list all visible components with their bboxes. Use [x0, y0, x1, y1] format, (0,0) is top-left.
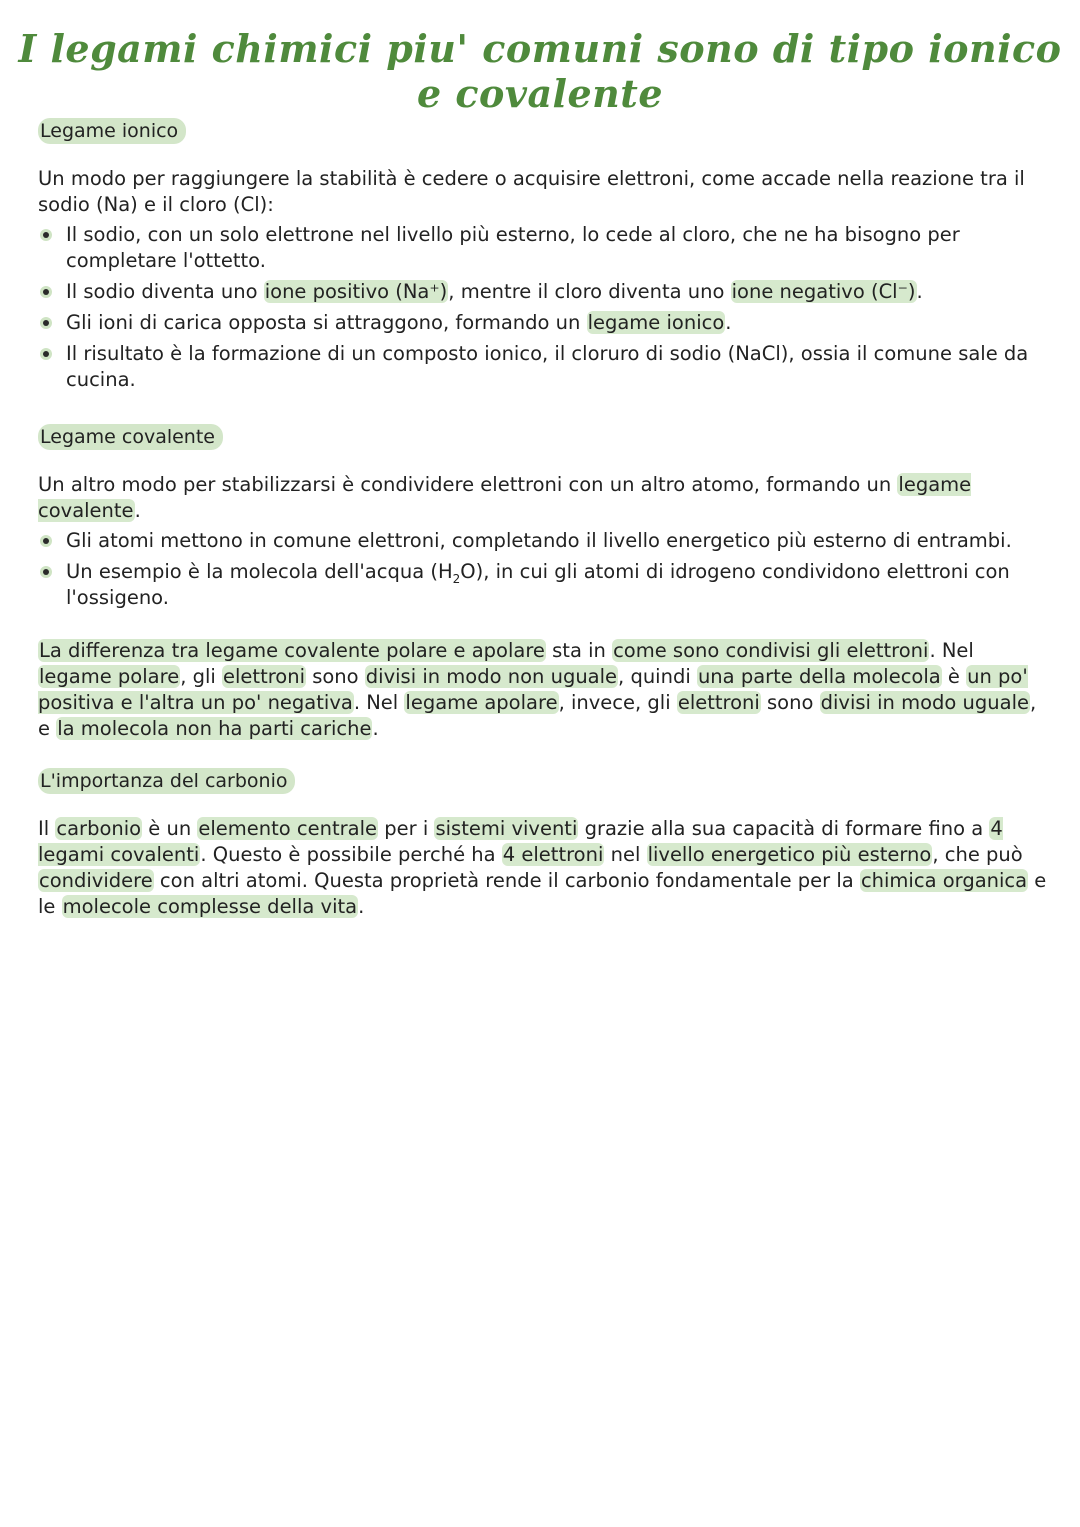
bullet-dot-icon	[40, 566, 52, 578]
highlight: divisi in modo uguale	[820, 691, 1030, 714]
section-heading-covalente: Legame covalente	[38, 424, 223, 450]
highlight: chimica organica	[860, 869, 1028, 892]
highlight: la molecola non ha parti cariche	[57, 717, 372, 740]
ionico-bullet-list	[38, 222, 1048, 393]
notes-content	[38, 118, 1048, 920]
polar-apolar-paragraph: La differenza tra legame covalente polare e apolare sta in come sono condivisi gli elettroni. Nel legame polare, gli elettroni sono divisi in modo non uguale, quindi una parte della molecola è un po' positiva e l'altra un po' negativa. Nel legame apolare, invece, gli elettroni sono divisi in modo uguale, e la molecola non ha parti cariche.	[38, 639, 1037, 740]
highlight: elemento centrale	[198, 817, 378, 840]
bullet-dot-icon	[40, 229, 52, 241]
covalente-intro: Un altro modo per stabilizzarsi è condividere elettroni con un altro atomo, formando un legame covalente.	[38, 473, 972, 522]
bullet-dot-icon	[40, 348, 52, 360]
highlight: come sono condivisi gli elettroni	[613, 639, 929, 662]
highlight: elettroni	[677, 691, 760, 714]
bullet-dot-icon	[40, 286, 52, 298]
highlight: legame polare	[39, 665, 180, 688]
highlight: elettroni	[223, 665, 306, 688]
highlight: legame covalente	[38, 473, 972, 522]
section-heading-ionico: Legame ionico	[38, 118, 186, 144]
list-item: Un esempio è la molecola dell'acqua $(H_2O)$, in cui gli atomi di idrogeno condividono elettroni con l'ossigeno.	[38, 559, 1048, 611]
highlight: livello energetico più esterno	[647, 843, 932, 866]
highlight: una parte della molecola	[697, 665, 941, 688]
list-item: Il sodio, con un solo elettrone nel livello più esterno, lo cede al cloro, che ne ha bisogno per completare l'ottetto.	[38, 222, 1048, 274]
highlight: La differenza tra legame covalente polare e apolare	[39, 639, 545, 662]
list-item: Il risultato è la formazione di un composto ionico, il cloruro di sodio (NaCl), ossia il comune sale da cucina.	[38, 341, 1048, 393]
highlight: 4 legami covalenti	[38, 817, 1003, 866]
list-item: Gli ioni di carica opposta si attraggono, formando un legame ionico.	[38, 310, 1048, 336]
highlight: legame apolare	[405, 691, 558, 714]
highlight: legame ionico	[587, 311, 725, 334]
page-title: I legami chimici piu' comuni sono di tipo ionico e covalente	[18, 26, 1062, 116]
highlight: molecole complesse della vita	[62, 895, 358, 918]
section-heading-carbonio: L'importanza del carbonio	[38, 768, 295, 794]
carbonio-paragraph: Il carbonio è un elemento centrale per i sistemi viventi grazie alla sua capacità di formare fino a 4 legami covalenti. Questo è possibile perché ha 4 elettroni nel livello energetico più esterno, che può condividere con altri atomi. Questa proprietà rende il carbonio fondamentale per la chimica organica e le molecole complesse della vita.	[38, 817, 1047, 918]
list-item: Il sodio diventa uno ione positivo (Na⁺), mentre il cloro diventa uno ione negativo (Cl⁻).	[38, 279, 1048, 305]
highlight: ione positivo (Na⁺)	[264, 280, 448, 303]
highlight: divisi in modo non uguale	[365, 665, 618, 688]
highlight: carbonio	[56, 817, 142, 840]
list-item: Gli atomi mettono in comune elettroni, completando il livello energetico più esterno di entrambi.	[38, 528, 1048, 554]
highlight: ione negativo (Cl⁻)	[731, 280, 916, 303]
ionico-intro: Un modo per raggiungere la stabilità è cedere o acquisire elettroni, come accade nella reazione tra il sodio (Na) e il cloro (Cl):	[38, 167, 1025, 216]
highlight: sistemi viventi	[435, 817, 578, 840]
bullet-dot-icon	[40, 535, 52, 547]
highlight: condividere	[39, 869, 153, 892]
highlight: 4 elettroni	[502, 843, 604, 866]
covalente-bullet-list	[38, 528, 1048, 611]
bullet-dot-icon	[40, 317, 52, 329]
highlight: un po' positiva e l'altra un po' negativa	[38, 665, 1028, 714]
